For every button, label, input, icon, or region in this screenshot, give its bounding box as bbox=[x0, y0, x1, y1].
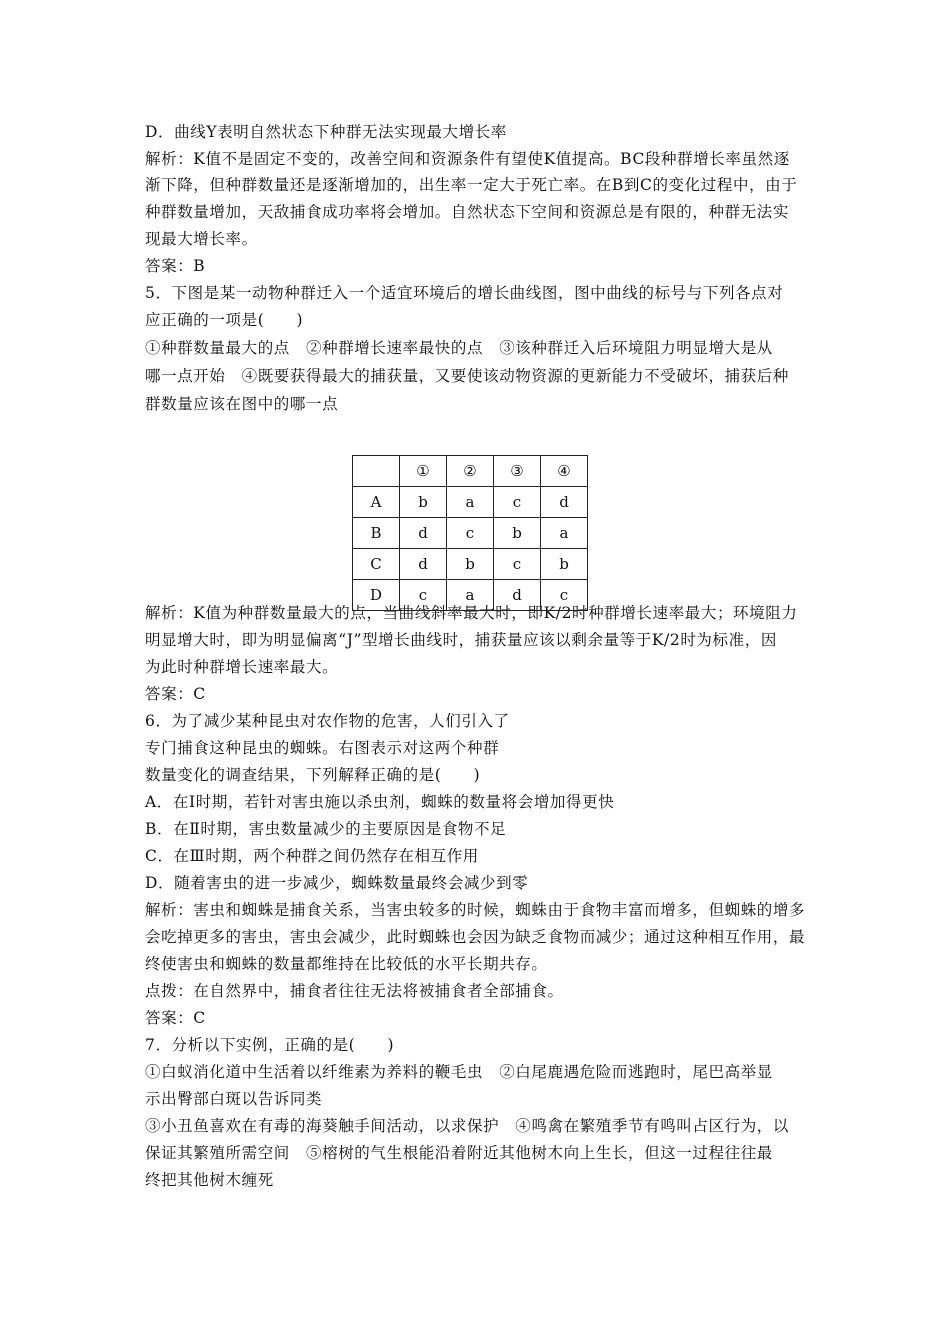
table-cell: c bbox=[541, 580, 588, 611]
text-line: 会吃掉更多的害虫，害虫会减少，此时蜘蛛也会因为缺乏食物而减少；通过这种相互作用，最 bbox=[145, 928, 806, 946]
table-cell: c bbox=[447, 518, 494, 549]
text-line: 解析：K值不是固定不变的，改善空间和资源条件有望使K值提高。BC段种群增长率虽然逐 bbox=[145, 150, 790, 168]
table-cell: b bbox=[541, 549, 588, 580]
table-cell: c bbox=[494, 549, 541, 580]
table-cell: b bbox=[447, 549, 494, 580]
text-line: 解析：K值为种群数量最大的点，当曲线斜率最大时，即K/2时种群增长速率最大；环境阻力 bbox=[145, 604, 798, 622]
table-cell: B bbox=[353, 518, 400, 549]
text-line: 7．分析以下实例，正确的是( ) bbox=[145, 1036, 395, 1054]
table-cell: A bbox=[353, 487, 400, 518]
text-line: 答案：C bbox=[145, 1009, 206, 1027]
table-header-cell bbox=[353, 456, 400, 487]
text-line: D．随着害虫的进一步减少，蜘蛛数量最终会减少到零 bbox=[145, 874, 529, 892]
table-cell: a bbox=[447, 487, 494, 518]
table-row bbox=[353, 487, 588, 518]
table-row bbox=[353, 580, 588, 611]
table-cell: c bbox=[494, 487, 541, 518]
text-line: 终把其他树木缠死 bbox=[145, 1171, 274, 1189]
text-line: ①种群数量最大的点 ②种群增长速率最快的点 ③该种群迁入后环境阻力明显增大是从 bbox=[145, 339, 773, 357]
table-cell: d bbox=[494, 580, 541, 611]
table-cell: d bbox=[400, 518, 447, 549]
text-line: A．在Ⅰ时期，若针对害虫施以杀虫剂，蜘蛛的数量将会增加得更快 bbox=[145, 793, 615, 811]
table-header-row bbox=[353, 456, 588, 487]
text-line: 专门捕食这种昆虫的蜘蛛。右图表示对这两个种群 bbox=[145, 739, 500, 757]
table-header-cell: ④ bbox=[541, 456, 588, 487]
table-cell: b bbox=[400, 487, 447, 518]
text-line: 终使害虫和蜘蛛的数量都维持在比较低的水平长期共存。 bbox=[145, 955, 548, 973]
text-line: 数量变化的调查结果，下列解释正确的是( ) bbox=[145, 766, 481, 784]
table-header-cell: ① bbox=[400, 456, 447, 487]
table-cell: b bbox=[494, 518, 541, 549]
text-line: 答案：B bbox=[145, 257, 206, 275]
text-line: 渐下降，但种群数量还是逐渐增加的，出生率一定大于死亡率。在B到C的变化过程中，由于 bbox=[145, 176, 798, 194]
table-header-cell: ② bbox=[447, 456, 494, 487]
table-cell: C bbox=[353, 549, 400, 580]
text-line: 种群数量增加，天敌捕食成功率将会增加。自然状态下空间和资源总是有限的，种群无法实 bbox=[145, 203, 790, 221]
text-line: 保证其繁殖所需空间 ⑤榕树的气生根能沿着附近其他树木向上生长，但这一过程往往最 bbox=[145, 1144, 773, 1162]
table-cell: a bbox=[447, 580, 494, 611]
text-line: 群数量应该在图中的哪一点 bbox=[145, 395, 339, 413]
text-line: B．在Ⅱ时期，害虫数量减少的主要原因是食物不足 bbox=[145, 820, 507, 838]
table-cell: d bbox=[400, 549, 447, 580]
text-line: 示出臀部白斑以告诉同类 bbox=[145, 1090, 323, 1108]
table-cell: d bbox=[541, 487, 588, 518]
table-header-cell: ③ bbox=[494, 456, 541, 487]
text-line: 现最大增长率。 bbox=[145, 230, 258, 248]
text-line: 解析：害虫和蜘蛛是捕食关系，当害虫较多的时候，蜘蛛由于食物丰富而增多，但蜘蛛的增多 bbox=[145, 901, 806, 919]
table-row bbox=[353, 549, 588, 580]
text-line: 明显增大时，即为明显偏离“J”型增长曲线时，捕获量应该以剩余量等于K/2时为标准，因 bbox=[145, 631, 777, 649]
table-row bbox=[353, 518, 588, 549]
text-line: 应正确的一项是( ) bbox=[145, 311, 304, 329]
table-cell: a bbox=[541, 518, 588, 549]
text-line: D．曲线Y表明自然状态下种群无法实现最大增长率 bbox=[145, 123, 507, 141]
text-line: 6．为了减少某种昆虫对农作物的危害，人们引入了 bbox=[145, 712, 510, 730]
text-line: 点拨：在自然界中，捕食者往往无法将被捕食者全部捕食。 bbox=[145, 982, 564, 1000]
text-line: ③小丑鱼喜欢在有毒的海葵触手间活动，以求保护 ④鸣禽在繁殖季节有鸣叫占区行为，以 bbox=[145, 1117, 790, 1135]
text-line: 答案：C bbox=[145, 685, 206, 703]
text-line: 为此时种群增长速率最大。 bbox=[145, 658, 339, 676]
text-line: C．在Ⅲ时期，两个种群之间仍然存在相互作用 bbox=[145, 847, 479, 865]
text-line: 5．下图是某一动物种群迁入一个适宜环境后的增长曲线图，图中曲线的标号与下列各点对 bbox=[145, 284, 784, 302]
text-line: ①白蚁消化道中生活着以纤维素为养料的鞭毛虫 ②白尾鹿遇危险而逃跑时，尾巴高举显 bbox=[145, 1063, 773, 1081]
answer-options-table bbox=[352, 455, 588, 611]
text-line: 哪一点开始 ④既要获得最大的捕获量，又要使该动物资源的更新能力不受破坏，捕获后种 bbox=[145, 367, 790, 385]
table-cell: c bbox=[400, 580, 447, 611]
table-cell: D bbox=[353, 580, 400, 611]
